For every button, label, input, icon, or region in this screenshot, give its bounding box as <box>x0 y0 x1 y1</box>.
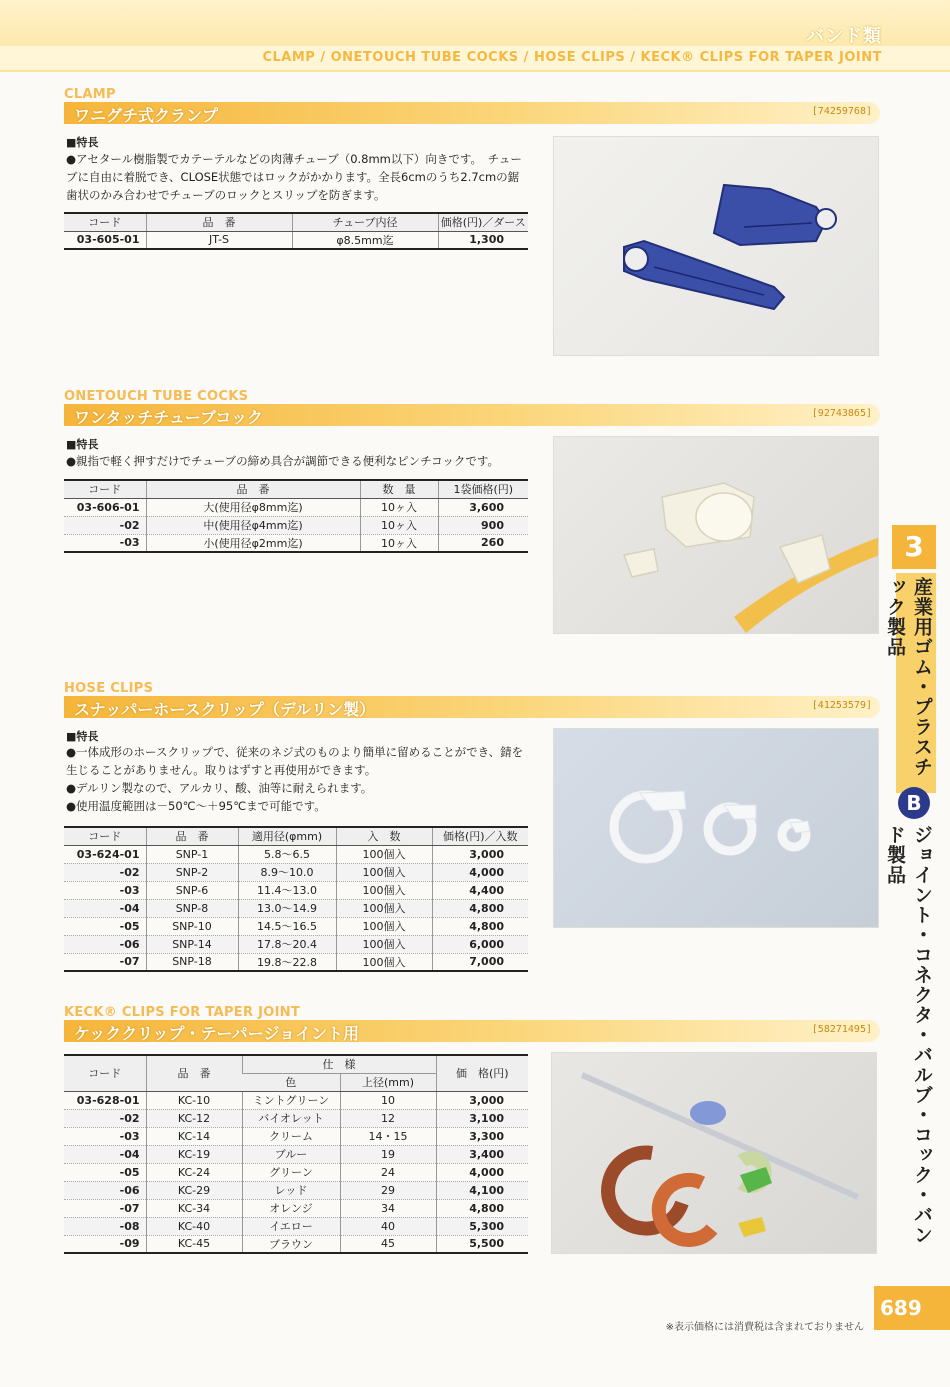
cell-code: -02 <box>64 863 146 881</box>
section-code: [74259768] <box>811 106 872 117</box>
cell-code: -03 <box>64 1127 146 1145</box>
cell-color: ミントグリーン <box>242 1091 340 1109</box>
cell-diameter: 29 <box>340 1181 436 1199</box>
clamp-table <box>64 212 528 250</box>
tax-footnote: ※表示価格には消費税は含まれておりません <box>665 1322 864 1333</box>
cell-color: バイオレット <box>242 1109 340 1127</box>
feature-item: ●アセタール樹脂製でカテーテルなどの肉薄チューブ（0.8mm以下）向きです。 チューブに自由に着脱でき、CLOSE状態ではロックがかかります。全長6cmのうち2.7cmの鋸歯状のかみ合わせでチューブのロックとスリップを防ぎます。 <box>66 152 522 202</box>
cell-qty: 10ヶ入 <box>360 534 438 552</box>
hose-clips-table <box>64 826 528 972</box>
cell-diameter: 14.5～16.5 <box>238 917 336 935</box>
table-header: チューブ内径 <box>292 213 438 231</box>
cell-diameter: 40 <box>340 1217 436 1235</box>
cell-model: SNP-2 <box>146 863 238 881</box>
table-row <box>64 1127 528 1145</box>
page-header <box>0 0 950 72</box>
cell-color: レッド <box>242 1181 340 1199</box>
cell-diameter: 11.4～13.0 <box>238 881 336 899</box>
table-row <box>64 899 528 917</box>
cell-price: 6,000 <box>432 935 528 953</box>
table-header: 適用径(φmm) <box>238 827 336 845</box>
cell-code: -02 <box>64 1109 146 1127</box>
cell-diameter: 5.8～6.5 <box>238 845 336 863</box>
feature-item: ●親指で軽く押すだけでチューブの締め具合が調節できる便利なピンチコックです。 <box>66 454 499 468</box>
category-number: 3 <box>892 525 936 569</box>
cell-diameter: 19 <box>340 1145 436 1163</box>
category-side-tab <box>884 525 936 1245</box>
cell-code: 03-624-01 <box>64 845 146 863</box>
table-row <box>64 845 528 863</box>
cell-diameter: 8.9～10.0 <box>238 863 336 881</box>
cell-model: KC-40 <box>146 1217 242 1235</box>
cell-qty: 100個入 <box>336 863 432 881</box>
cell-diameter: 10 <box>340 1091 436 1109</box>
table-header: 価 格(円) <box>436 1055 528 1091</box>
cell-code: -08 <box>64 1217 146 1235</box>
table-header: 1袋価格(円) <box>438 480 528 498</box>
section-bar <box>64 1020 880 1042</box>
cell-model: JT-S <box>146 231 292 249</box>
table-header: 入 数 <box>336 827 432 845</box>
keck-clips-photo <box>551 1052 877 1254</box>
clamp-photo <box>553 136 879 356</box>
section-bar <box>64 102 880 124</box>
cell-price: 900 <box>438 516 528 534</box>
cell-model: 中(使用径φ4mm迄) <box>146 516 360 534</box>
table-header: 価格(円)／ダース <box>438 213 528 231</box>
table-row <box>64 516 528 534</box>
cell-model: KC-45 <box>146 1235 242 1253</box>
cell-price: 4,000 <box>436 1163 528 1181</box>
cell-diameter: 12 <box>340 1109 436 1127</box>
cell-spec: φ8.5mm迄 <box>292 231 438 249</box>
page-subtitle: CLAMP / ONETOUCH TUBE COCKS / HOSE CLIPS / KECK® CLIPS FOR TAPER JOINT <box>262 50 882 65</box>
table-row <box>64 1091 528 1109</box>
cell-diameter: 13.0～14.9 <box>238 899 336 917</box>
cell-diameter: 45 <box>340 1235 436 1253</box>
feature-title: ■特長 <box>66 136 99 149</box>
table-row <box>64 917 528 935</box>
cell-price: 7,000 <box>432 953 528 971</box>
table-header: 品 番 <box>146 480 360 498</box>
section-en-title: HOSE CLIPS <box>64 681 154 696</box>
section-code: [41253579] <box>811 700 872 711</box>
cell-code: -07 <box>64 953 146 971</box>
feature-list <box>66 452 528 470</box>
cell-qty: 100個入 <box>336 953 432 971</box>
section-en-title: KECK® CLIPS FOR TAPER JOINT <box>64 1005 301 1020</box>
section-header-keck-clips <box>64 1006 880 1042</box>
cell-model: SNP-6 <box>146 881 238 899</box>
cell-price: 4,800 <box>436 1199 528 1217</box>
table-subheader: 色 <box>242 1073 340 1091</box>
cell-model: SNP-14 <box>146 935 238 953</box>
cell-price: 5,300 <box>436 1217 528 1235</box>
table-row <box>64 498 528 516</box>
cell-model: KC-19 <box>146 1145 242 1163</box>
section-code: [92743865] <box>811 408 872 419</box>
table-header: コード <box>64 480 146 498</box>
table-header: 価格(円)／入数 <box>432 827 528 845</box>
cell-qty: 10ヶ入 <box>360 516 438 534</box>
cell-price: 4,000 <box>432 863 528 881</box>
cell-price: 3,000 <box>436 1091 528 1109</box>
cell-model: KC-10 <box>146 1091 242 1109</box>
category-label: 産業用ゴム・プラスチック製品 <box>896 573 936 793</box>
feature-list <box>66 743 528 815</box>
cell-code: -05 <box>64 917 146 935</box>
cell-diameter: 34 <box>340 1199 436 1217</box>
cell-price: 1,300 <box>438 231 528 249</box>
cell-code: -09 <box>64 1235 146 1253</box>
section-en-title: ONETOUCH TUBE COCKS <box>64 389 249 404</box>
cell-model: SNP-10 <box>146 917 238 935</box>
table-header: 品 番 <box>146 827 238 845</box>
cell-price: 3,000 <box>432 845 528 863</box>
cell-diameter: 24 <box>340 1163 436 1181</box>
cell-model: KC-14 <box>146 1127 242 1145</box>
cell-price: 4,100 <box>436 1181 528 1199</box>
section-jp-title: ケッククリップ・テーパージョイント用 <box>74 1024 360 1043</box>
section-jp-title: ワンタッチチューブコック <box>74 408 263 427</box>
table-header: 品 番 <box>146 1055 242 1091</box>
table-header: コード <box>64 827 146 845</box>
cell-color: イエロー <box>242 1217 340 1235</box>
cell-price: 3,100 <box>436 1109 528 1127</box>
section-jp-title: スナッパーホースクリップ（デルリン製） <box>74 700 376 719</box>
section-jp-title: ワニグチ式クランプ <box>74 106 219 125</box>
table-row <box>64 1199 528 1217</box>
cell-price: 5,500 <box>436 1235 528 1253</box>
table-header: コード <box>64 213 146 231</box>
feature-item: ●一体成形のホースクリップで、従来のネジ式のものより簡単に留めることができ、錆を生じることがありません。取りはずすと再使用ができます。 <box>66 745 524 777</box>
section-en-title: CLAMP <box>64 87 116 102</box>
page-number: 689 <box>874 1286 950 1330</box>
cell-model: KC-24 <box>146 1163 242 1181</box>
feature-item: ●使用温度範囲は－50℃～＋95℃まで可能です。 <box>66 799 326 813</box>
cell-color: クリーム <box>242 1127 340 1145</box>
table-header-row <box>64 827 528 845</box>
table-header: 数 量 <box>360 480 438 498</box>
table-row <box>64 953 528 971</box>
table-header-row <box>64 1055 528 1073</box>
subcategory-label: ジョイント・コネクタ・バルブ・コック・バンド製品 <box>884 825 933 1245</box>
table-row <box>64 1181 528 1199</box>
cell-diameter: 17.8～20.4 <box>238 935 336 953</box>
cell-model: SNP-18 <box>146 953 238 971</box>
cell-price: 3,400 <box>436 1145 528 1163</box>
section-header-hose-clips <box>64 682 880 718</box>
table-row <box>64 231 528 249</box>
table-row <box>64 935 528 953</box>
cell-color: ブルー <box>242 1145 340 1163</box>
cell-model: SNP-8 <box>146 899 238 917</box>
cell-price: 4,400 <box>432 881 528 899</box>
section-header-tube-cocks <box>64 390 880 426</box>
cell-diameter: 14・15 <box>340 1127 436 1145</box>
feature-title: ■特長 <box>66 730 99 743</box>
tube-cocks-table <box>64 479 528 553</box>
cell-price: 4,800 <box>432 917 528 935</box>
hose-clips-photo <box>553 728 879 928</box>
feature-item: ●デルリン製なので、アルカリ、酸、油等に耐えられます。 <box>66 781 373 795</box>
table-row <box>64 534 528 552</box>
cell-color: グリーン <box>242 1163 340 1181</box>
table-header: 品 番 <box>146 213 292 231</box>
table-subheader: 上径(mm) <box>340 1073 436 1091</box>
cell-price: 4,800 <box>432 899 528 917</box>
table-header: 仕 様 <box>242 1055 436 1073</box>
feature-title: ■特長 <box>66 438 99 451</box>
cell-code: -04 <box>64 899 146 917</box>
table-row <box>64 881 528 899</box>
page-title: バンド類 <box>806 26 882 47</box>
cell-code: -02 <box>64 516 146 534</box>
cell-model: KC-34 <box>146 1199 242 1217</box>
cell-diameter: 19.8～22.8 <box>238 953 336 971</box>
cell-model: 小(使用径φ2mm迄) <box>146 534 360 552</box>
cell-code: 03-605-01 <box>64 231 146 249</box>
keck-clips-table <box>64 1054 528 1254</box>
feature-list <box>66 150 528 204</box>
section-bar <box>64 696 880 718</box>
cell-model: KC-12 <box>146 1109 242 1127</box>
cell-code: -07 <box>64 1199 146 1217</box>
table-row <box>64 1145 528 1163</box>
cell-price: 3,300 <box>436 1127 528 1145</box>
subcategory-letter-badge: B <box>898 787 930 819</box>
tube-cock-photo <box>553 436 879 634</box>
cell-color: ブラウン <box>242 1235 340 1253</box>
cell-price: 3,600 <box>438 498 528 516</box>
cell-code: 03-628-01 <box>64 1091 146 1109</box>
cell-qty: 100個入 <box>336 881 432 899</box>
section-header-clamp <box>64 88 880 124</box>
cell-qty: 100個入 <box>336 935 432 953</box>
table-header-row <box>64 213 528 231</box>
cell-code: -05 <box>64 1163 146 1181</box>
section-bar <box>64 404 880 426</box>
table-row <box>64 1109 528 1127</box>
cell-code: -06 <box>64 935 146 953</box>
table-row <box>64 1163 528 1181</box>
cell-code: -04 <box>64 1145 146 1163</box>
section-code: [58271495] <box>811 1024 872 1035</box>
cell-qty: 100個入 <box>336 917 432 935</box>
table-row <box>64 1235 528 1253</box>
cell-code: -06 <box>64 1181 146 1199</box>
cell-qty: 10ヶ入 <box>360 498 438 516</box>
table-row <box>64 863 528 881</box>
table-header-row <box>64 480 528 498</box>
cell-qty: 100個入 <box>336 845 432 863</box>
cell-code: -03 <box>64 881 146 899</box>
cell-code: 03-606-01 <box>64 498 146 516</box>
cell-color: オレンジ <box>242 1199 340 1217</box>
cell-price: 260 <box>438 534 528 552</box>
table-header: コード <box>64 1055 146 1091</box>
cell-code: -03 <box>64 534 146 552</box>
cell-model: 大(使用径φ8mm迄) <box>146 498 360 516</box>
cell-model: KC-29 <box>146 1181 242 1199</box>
table-row <box>64 1217 528 1235</box>
cell-model: SNP-1 <box>146 845 238 863</box>
cell-qty: 100個入 <box>336 899 432 917</box>
